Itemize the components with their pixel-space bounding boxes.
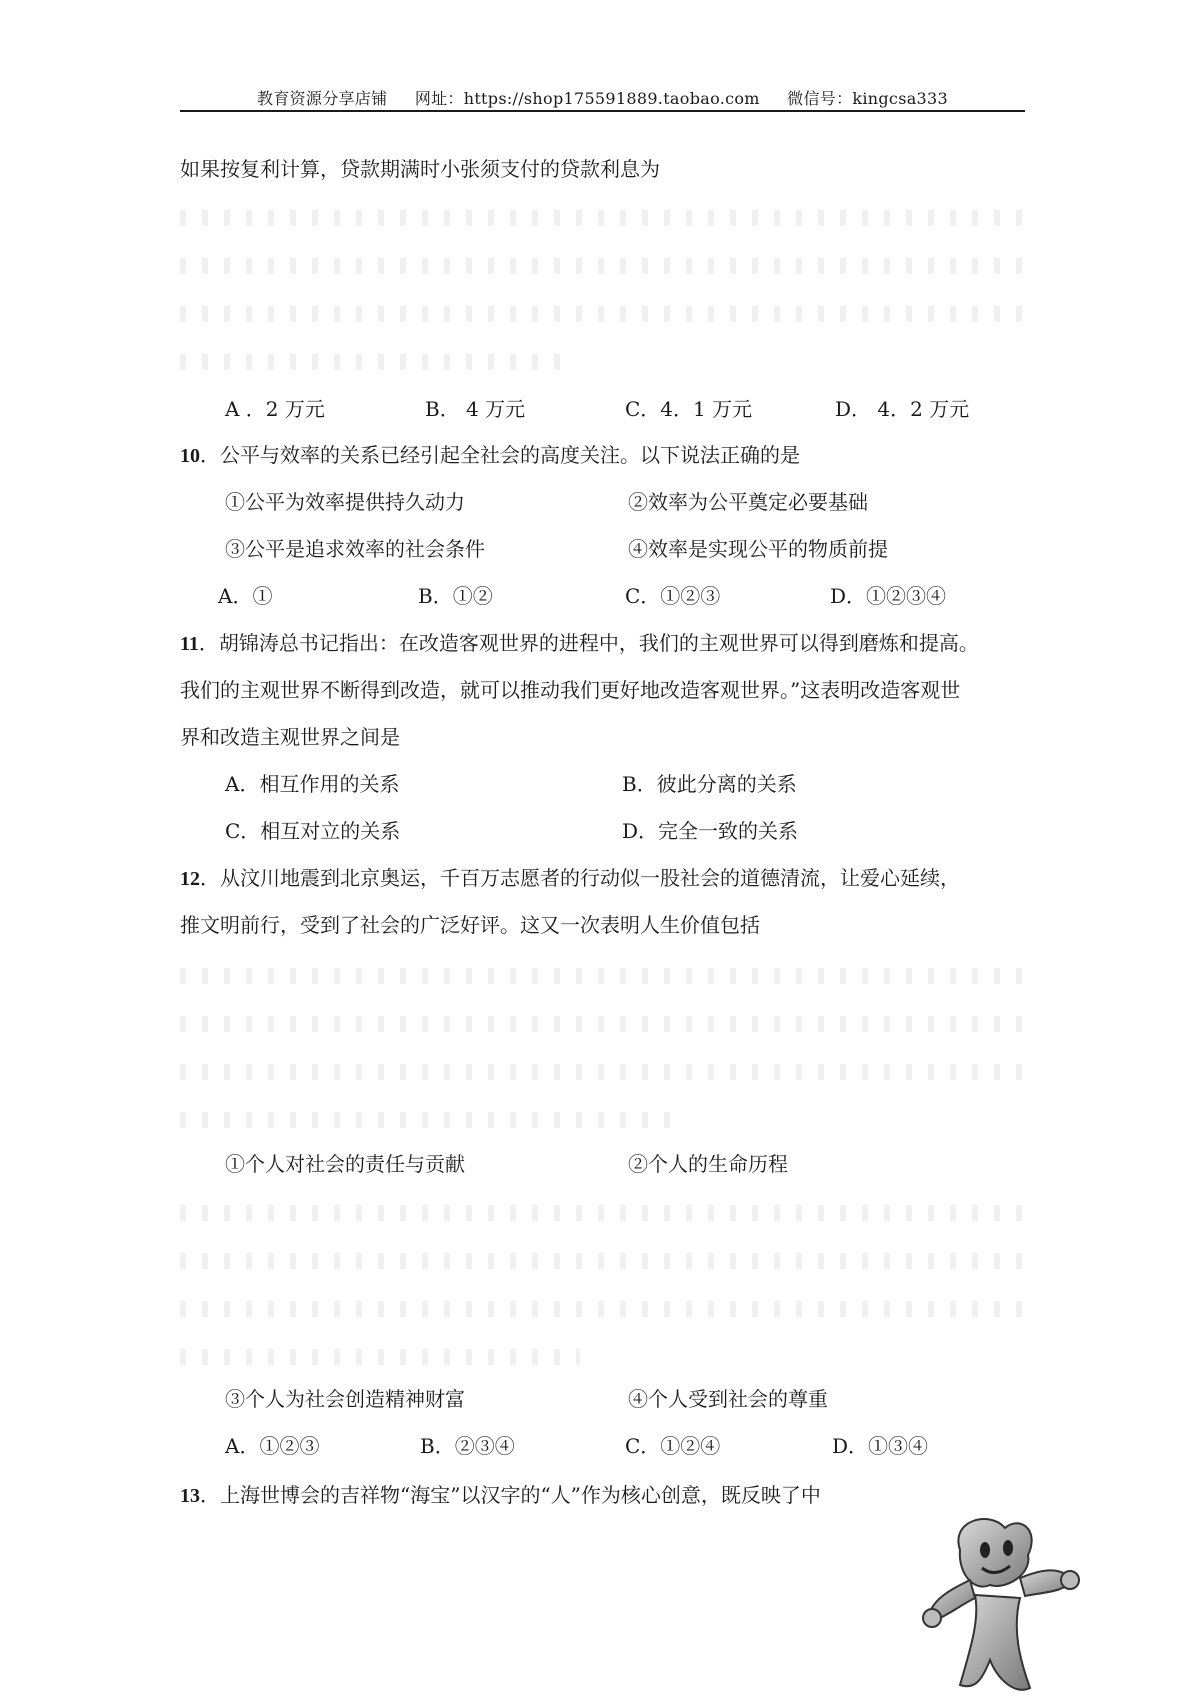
q13-number: 13 <box>180 1485 200 1507</box>
faded-text-band <box>180 1253 1025 1269</box>
faded-text-band <box>180 1016 1025 1032</box>
q9-option-c: C．4．1 万元 <box>625 397 753 421</box>
q12-item-3: ③个人为社会创造精神财富 <box>225 1387 465 1411</box>
q12-stem-line-2: 推文明前行，受到了社会的广泛好评。这又一次表明人生价值包括 <box>180 913 760 937</box>
q11-option-a: A．相互作用的关系 <box>225 772 400 796</box>
header-wechat: 微信号：kingcsa333 <box>787 89 948 108</box>
q11-stem-line-1 <box>180 629 979 658</box>
q12-option-a: A．①②③ <box>225 1434 320 1458</box>
faded-text-band <box>180 258 1025 274</box>
q11-number: 11 <box>180 633 199 655</box>
q10-option-c: C．①②③ <box>625 584 721 608</box>
q10-stem <box>180 441 800 470</box>
q12-option-c: C．①②④ <box>625 1434 721 1458</box>
q10-option-a: A．① <box>218 584 273 608</box>
q12-stem-line-1 <box>180 864 960 893</box>
q9-option-d: D． 4．2 万元 <box>835 397 970 421</box>
q9-stem-tail: 如果按复利计算，贷款期满时小张须支付的贷款利息为 <box>180 157 660 181</box>
header-rule <box>180 110 1025 112</box>
q10-item-1: ①公平为效率提供持久动力 <box>225 490 465 514</box>
q11-option-c: C．相互对立的关系 <box>225 819 401 843</box>
faded-text-band <box>180 1301 1025 1317</box>
q12-item-2: ②个人的生命历程 <box>628 1152 788 1176</box>
header-url: 网址：https://shop175591889.taobao.com <box>414 89 760 108</box>
faded-text-band <box>180 210 1025 226</box>
q12-option-b: B．②③④ <box>420 1434 515 1458</box>
q12-item-1: ①个人对社会的责任与贡献 <box>225 1152 465 1176</box>
faded-text-band <box>180 1112 680 1128</box>
haibao-mascot-image <box>920 1510 1080 1700</box>
header-shop: 教育资源分享店铺 <box>257 89 388 108</box>
q13-stem-text: ．上海世博会的吉祥物“海宝”以汉字的“人”作为核心创意，既反映了中 <box>200 1483 821 1507</box>
faded-text-band <box>180 1349 580 1365</box>
faded-text-band <box>180 306 1025 322</box>
faded-text-band <box>180 1205 1025 1221</box>
q11-option-d: D．完全一致的关系 <box>622 819 799 843</box>
q10-item-3: ③公平是追求效率的社会条件 <box>225 537 485 561</box>
q9-option-b: B． 4 万元 <box>425 397 526 421</box>
q12-item-4: ④个人受到社会的尊重 <box>628 1387 828 1411</box>
q11-stem-line-3: 界和改造主观世界之间是 <box>180 725 400 749</box>
page-header <box>180 86 1025 109</box>
q12-option-d: D．①③④ <box>832 1434 929 1458</box>
faded-text-band <box>180 354 560 370</box>
q11-option-b: B．彼此分离的关系 <box>622 772 797 796</box>
q10-stem-text: ．公平与效率的关系已经引起全社会的高度关注。以下说法正确的是 <box>200 443 800 467</box>
faded-text-band <box>180 968 1025 984</box>
q10-option-b: B．①② <box>418 584 493 608</box>
q10-number: 10 <box>180 445 200 467</box>
q9-option-a: A ．2 万元 <box>225 397 325 421</box>
q11-stem-text-1: ．胡锦涛总书记指出：在改造客观世界的进程中，我们的主观世界可以得到磨炼和提高。 <box>198 631 979 655</box>
q12-number: 12 <box>180 868 200 890</box>
faded-text-band <box>180 1064 1025 1080</box>
q12-stem-text-1: ．从汶川地震到北京奥运，千百万志愿者的行动似一股社会的道德清流，让爱心延续， <box>200 866 960 890</box>
q10-option-d: D．①②③④ <box>830 584 947 608</box>
q11-stem-line-2: 我们的主观世界不断得到改造，就可以推动我们更好地改造客观世界。”这表明改造客观世 <box>180 678 961 702</box>
q13-stem <box>180 1481 821 1510</box>
q10-item-4: ④效率是实现公平的物质前提 <box>628 537 888 561</box>
q10-item-2: ②效率为公平奠定必要基础 <box>628 490 868 514</box>
